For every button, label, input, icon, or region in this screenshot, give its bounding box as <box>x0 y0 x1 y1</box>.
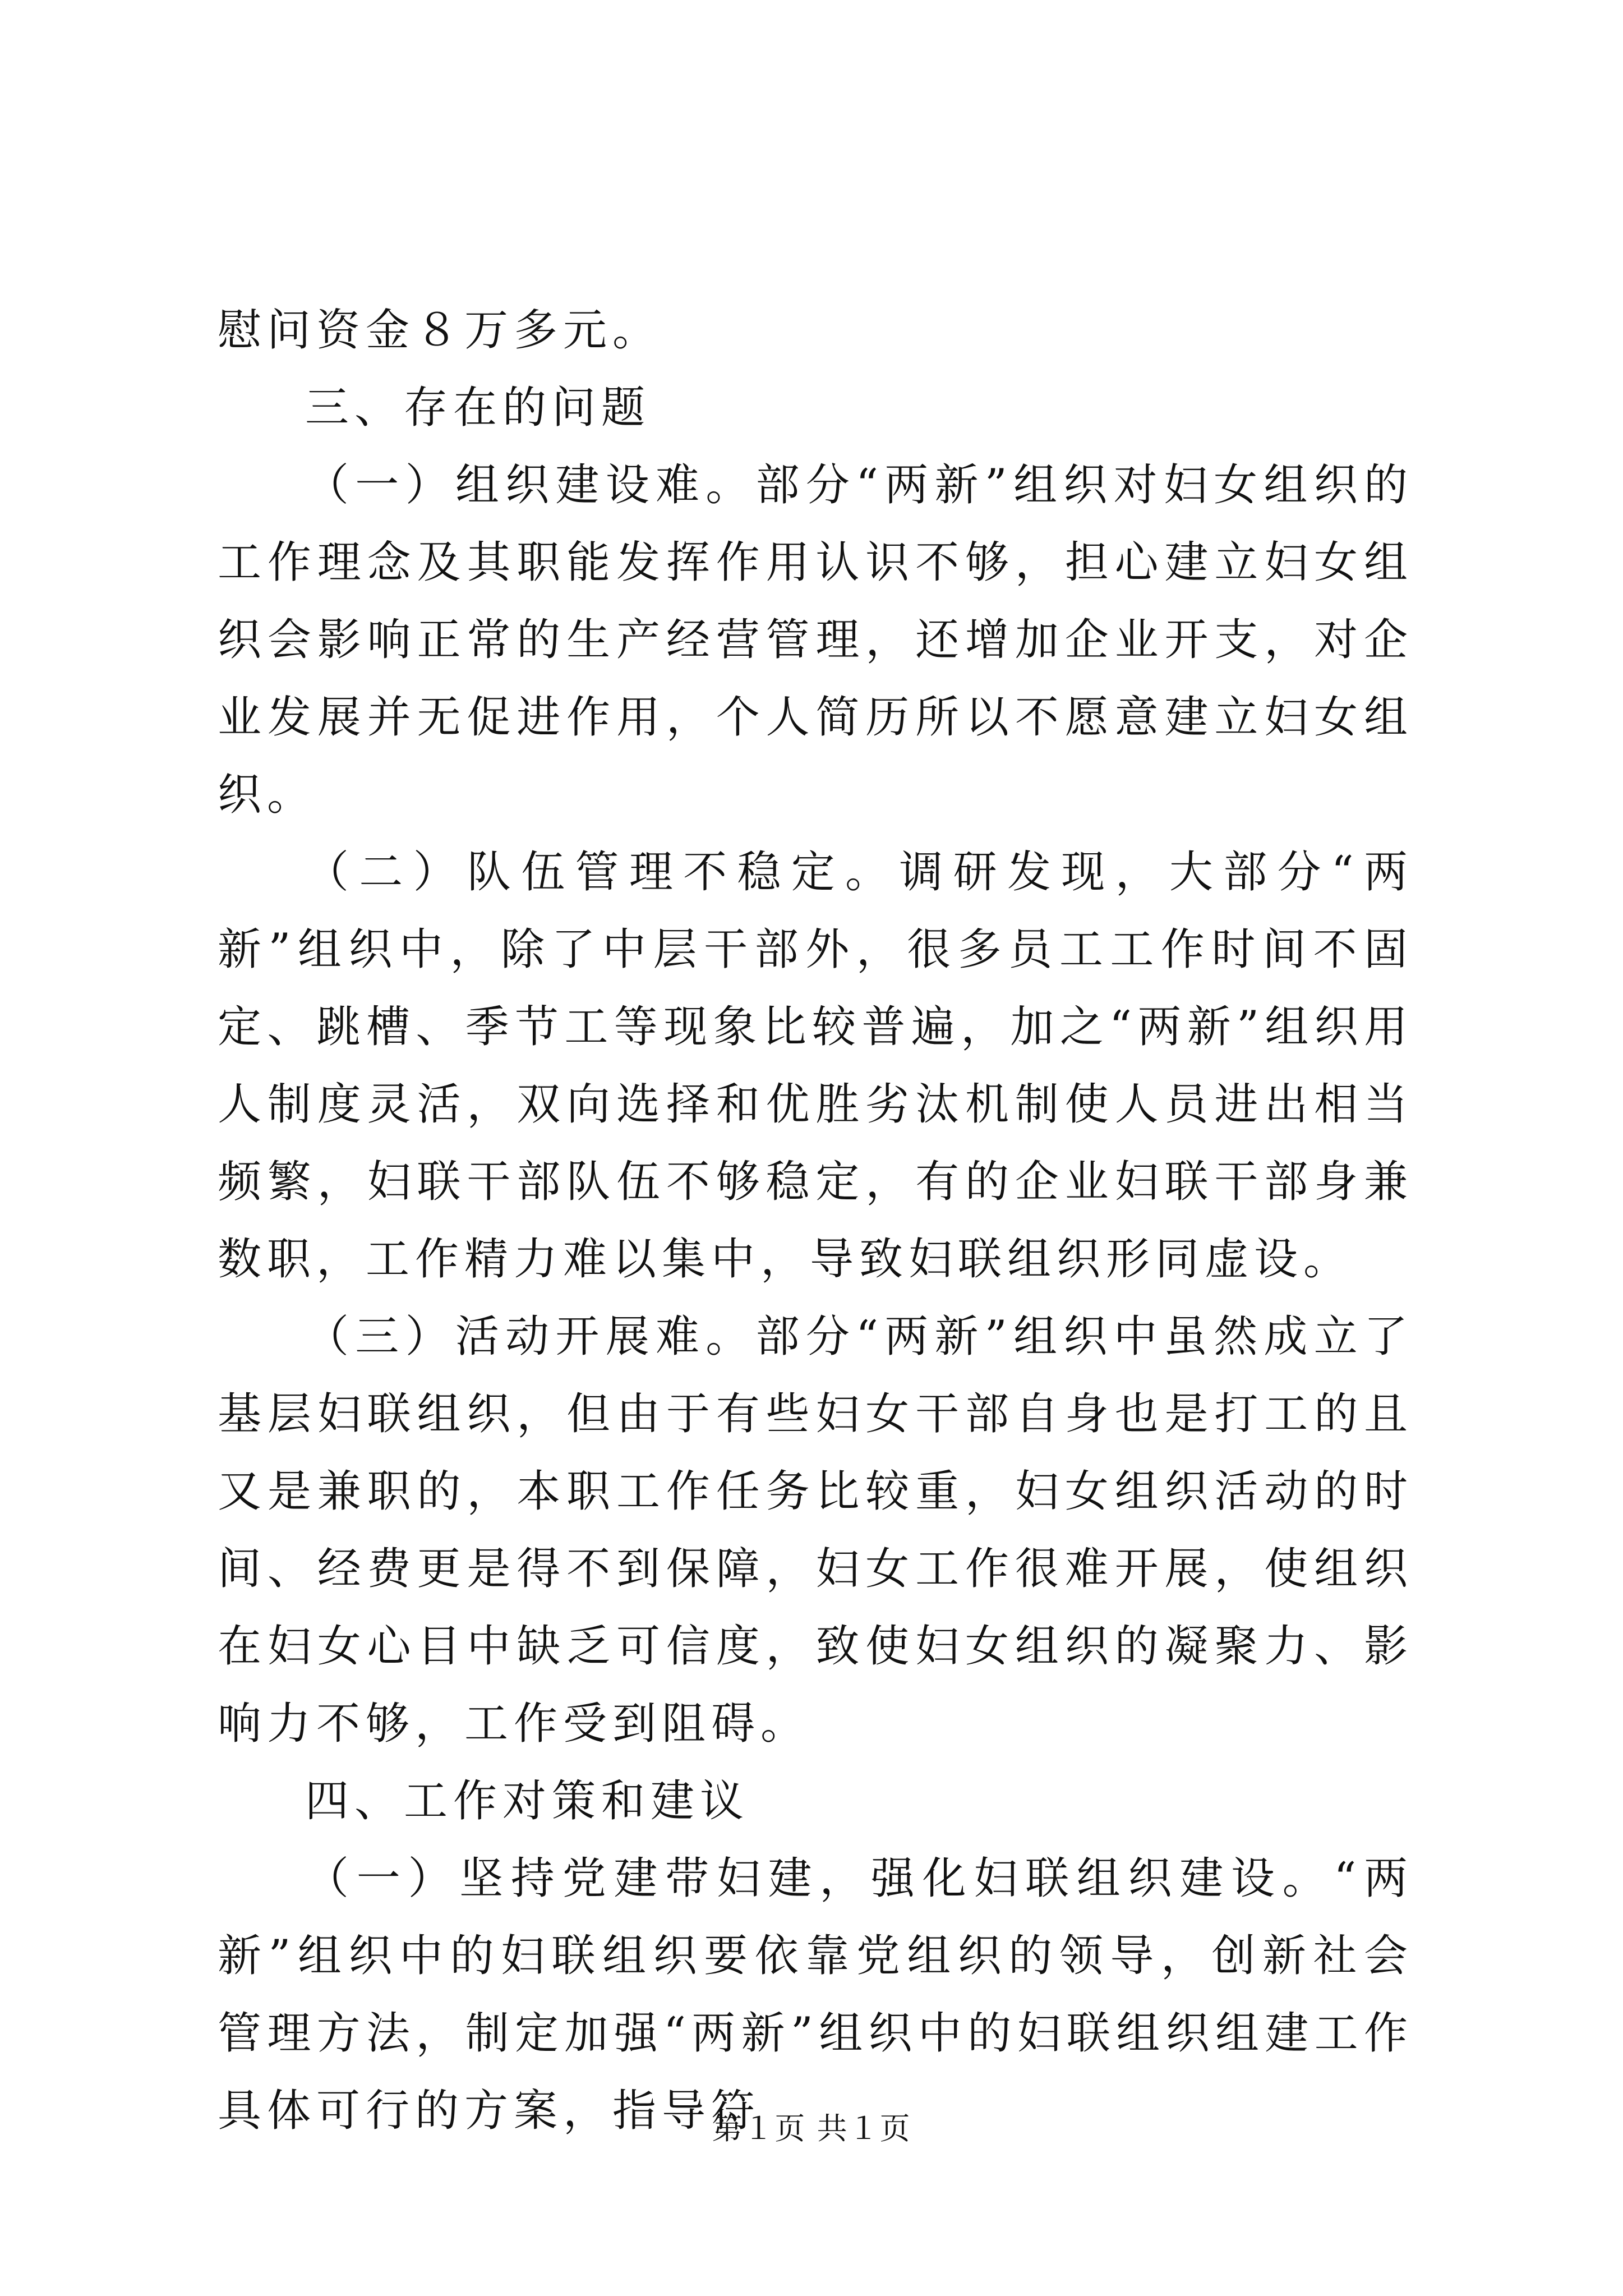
paragraph-party-building: （一）坚持党建带妇建，强化妇联组织建设。“两新”组织中的妇联组织要依靠党组织的领导，创新社会管理方法，制定加强“两新”组织中的妇联组织组建工作具体可行的方案，指导符 <box>218 1853 1413 2136</box>
paragraph-org-building: （一）组织建设难。部分“两新”组织对妇女组织的工作理念及其职能发挥作用认识不够，担心建立妇女组织会影响正常的生产经营管理，还增加企业开支，对企业发展并无促进作用，个人简历所以不愿意建立妇女组织。 <box>218 460 1413 820</box>
section-heading-problems: 三、存在的问题 <box>305 383 651 433</box>
paragraph-activities: （三）活动开展难。部分“两新”组织中虽然成立了基层妇联组织，但由于有些妇女干部自身也是打工的且又是兼职的，本职工作任务比较重，妇女组织活动的时间、经费更是得不到保障，妇女工作很难开展，使组织在妇女心目中缺乏可信度，致使妇女组织的凝聚力、影响力不够，工作受到阻碍。 <box>218 1312 1413 1749</box>
document-body <box>218 292 1413 2150</box>
section-heading-countermeasures: 四、工作对策和建议 <box>305 1776 750 1826</box>
page-footer: 第１页 共１页 <box>712 2111 911 2146</box>
paragraph-team-management: （二）队伍管理不稳定。调研发现，大部分“两新”组织中，除了中层干部外，很多员工工作时间不固定、跳槽、季节工等现象比较普遍，加之“两新”组织用人制度灵活，双向选择和优胜劣汰机制使人员进出相当频繁，妇联干部队伍不够稳定，有的企业妇联干部身兼数职，工作精力难以集中，导致妇联组织形同虚设。 <box>218 847 1413 1285</box>
paragraph-continuation: 慰问资金８万多元。 <box>218 305 662 356</box>
